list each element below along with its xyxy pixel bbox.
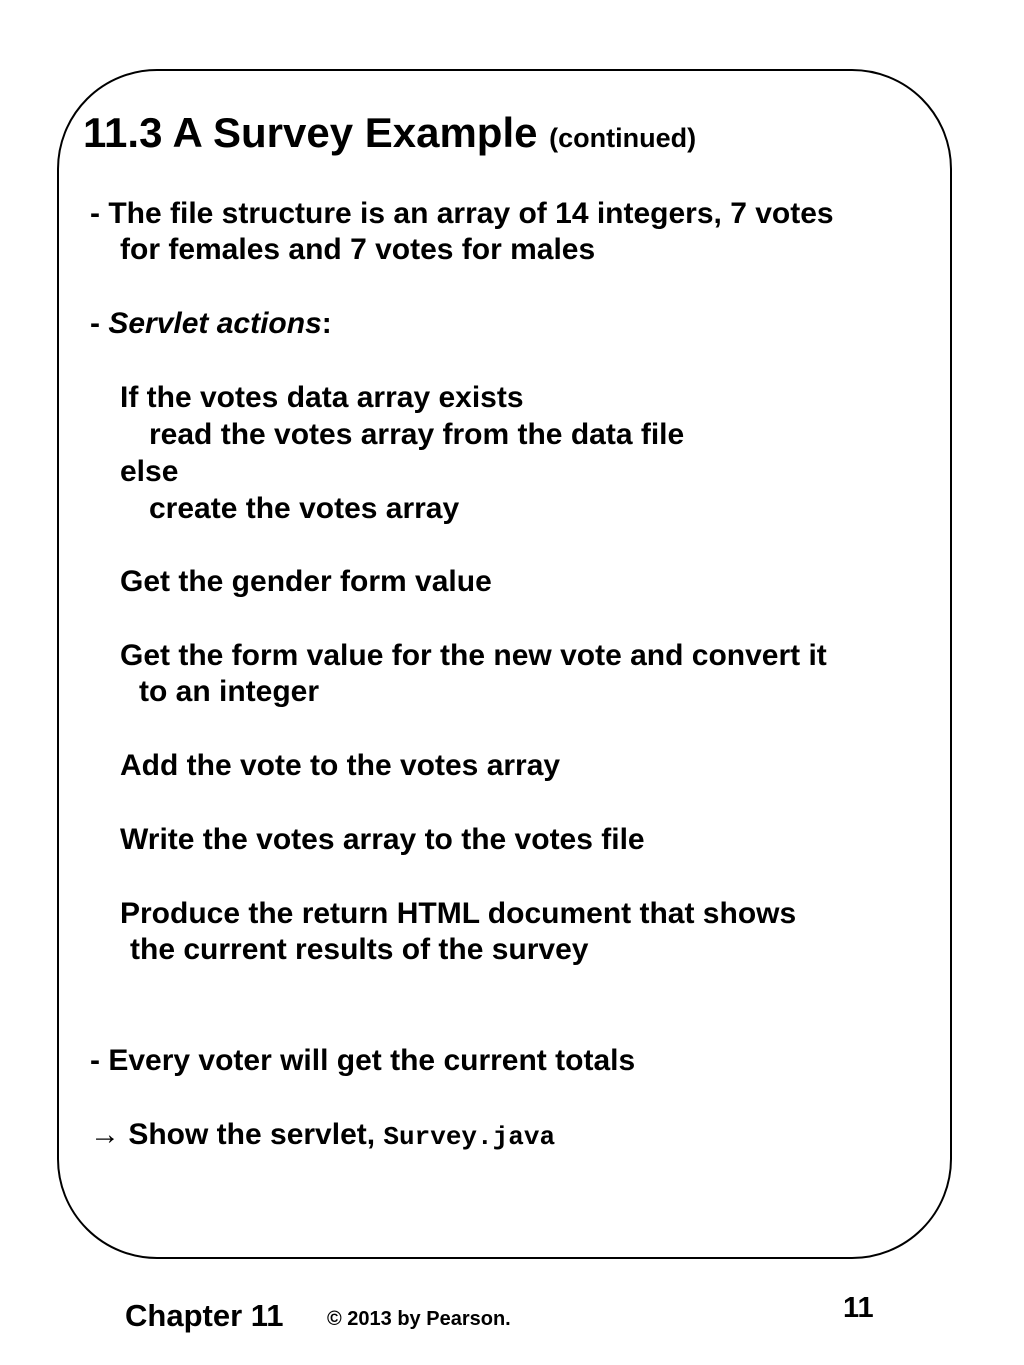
servlet-actions-colon: : bbox=[321, 307, 332, 340]
page-number: 11 bbox=[843, 1292, 874, 1324]
slide-title bbox=[83, 109, 697, 156]
else-line: else bbox=[120, 455, 179, 488]
arrow-icon: → bbox=[90, 1118, 120, 1151]
servlet-actions-italic: Servlet actions bbox=[108, 307, 322, 340]
servlet-actions-prefix: - bbox=[90, 307, 109, 340]
show-servlet-line bbox=[90, 1120, 555, 1150]
servlet-filename: Survey.java bbox=[383, 1122, 556, 1152]
title-main: 11.3 A Survey Example bbox=[83, 109, 538, 156]
servlet-actions-heading bbox=[90, 309, 332, 339]
footer-copyright: © 2013 by Pearson. bbox=[327, 1308, 511, 1330]
file-structure-line-2: for females and 7 votes for males bbox=[120, 233, 596, 266]
produce-html-line-1: Produce the return HTML document that shows bbox=[120, 897, 797, 930]
footer-chapter: Chapter 11 bbox=[125, 1298, 284, 1333]
read-array-line: read the votes array from the data file bbox=[149, 418, 685, 451]
add-vote-line: Add the vote to the votes array bbox=[120, 749, 561, 782]
produce-html-line-2: the current results of the survey bbox=[130, 933, 589, 966]
if-exists-line: If the votes data array exists bbox=[120, 381, 524, 414]
create-array-line: create the votes array bbox=[149, 492, 460, 525]
title-suffix: (continued) bbox=[549, 123, 697, 153]
form-value-line-2: to an integer bbox=[139, 675, 320, 708]
show-servlet-text: Show the servlet, bbox=[128, 1118, 384, 1151]
form-value-line-1: Get the form value for the new vote and convert it bbox=[120, 639, 827, 672]
current-totals-line: - Every voter will get the current totals bbox=[90, 1044, 636, 1077]
write-votes-line: Write the votes array to the votes file bbox=[120, 823, 645, 856]
file-structure-line-1: - The file structure is an array of 14 integers, 7 votes bbox=[90, 197, 834, 230]
gender-value-line: Get the gender form value bbox=[120, 565, 492, 598]
